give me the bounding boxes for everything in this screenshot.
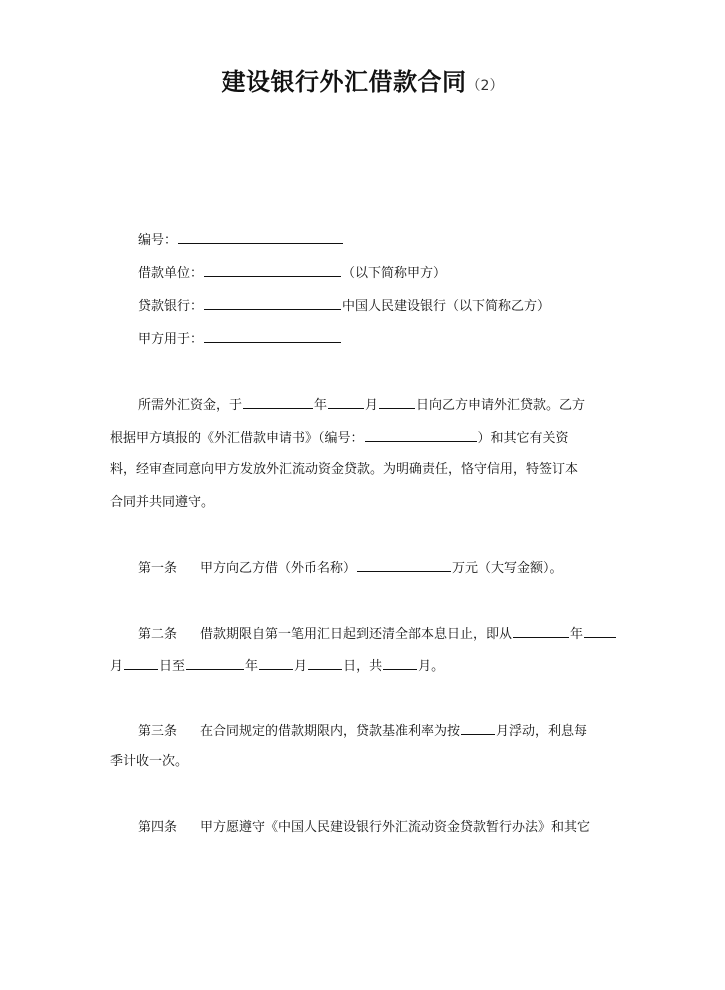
document-title (0, 62, 725, 97)
article-text: 月浮动，利息每 (496, 724, 588, 739)
article-text: 月 (110, 659, 124, 674)
article-text: 年 (570, 627, 584, 642)
lender-blank[interactable] (204, 296, 341, 310)
application-number-blank[interactable] (365, 428, 477, 442)
usage-blank[interactable] (204, 329, 341, 343)
date-year-blank[interactable] (243, 395, 313, 409)
intro-year: 年 (314, 398, 328, 413)
intro-text: 根据甲方填报的《外汇借款申请书》（编号： (110, 431, 364, 446)
usage-label: 甲方用于： (138, 332, 204, 347)
article-label: 第四条 (138, 820, 178, 835)
article-text: 借款期限自第一笔用汇日起到还清全部本息日止，即从 (200, 627, 513, 642)
article-1 (138, 558, 563, 578)
to-year-blank[interactable] (186, 656, 244, 670)
article-2-line-2 (110, 656, 444, 676)
field-usage (138, 329, 342, 349)
article-3-line-1 (138, 721, 587, 741)
intro-text: ）和其它有关资 (477, 431, 569, 446)
intro-line-4 (110, 494, 214, 512)
title-sub: （2） (466, 78, 504, 94)
borrower-blank[interactable] (204, 263, 341, 277)
article-text: 日，共 (343, 659, 383, 674)
article-text: 月 (294, 659, 308, 674)
field-number (138, 230, 344, 250)
intro-line-1 (138, 395, 585, 415)
date-month-blank[interactable] (328, 395, 364, 409)
date-day-blank[interactable] (379, 395, 415, 409)
borrower-label: 借款单位： (138, 266, 204, 281)
article-text: 甲方向乙方借（外币名称） (200, 561, 357, 576)
intro-day: 日向乙方申请外汇贷款。乙方 (416, 398, 586, 413)
article-text: 月。 (418, 659, 445, 674)
number-label: 编号： (138, 233, 178, 248)
article-text: 万元（大写金额）。 (452, 561, 563, 576)
field-borrower (138, 263, 446, 283)
lender-value: 中国人民建设银行（以下简称乙方） (342, 299, 551, 314)
number-blank[interactable] (178, 230, 343, 244)
rate-months-blank[interactable] (461, 721, 495, 735)
intro-text: 合同并共同遵守。 (110, 495, 215, 510)
intro-line-2 (110, 428, 569, 448)
field-lender (138, 296, 550, 316)
article-text: 甲方愿遵守《中国人民建设银行外汇流动资金贷款暂行办法》和其它 (200, 820, 591, 835)
article-label: 第三条 (138, 724, 178, 739)
lender-label: 贷款银行： (138, 299, 204, 314)
loan-amount-blank[interactable] (357, 558, 451, 572)
article-label: 第二条 (138, 627, 178, 642)
article-2-line-1 (138, 624, 617, 644)
title-main: 建设银行外汇借款合同 (221, 68, 467, 96)
to-day-blank[interactable] (308, 656, 342, 670)
article-label: 第一条 (138, 561, 178, 576)
to-month-blank[interactable] (259, 656, 293, 670)
intro-text: 料，经审查同意向甲方发放外汇流动资金贷款。为明确责任，恪守信用，特签订本 (110, 462, 579, 477)
total-months-blank[interactable] (383, 656, 417, 670)
intro-text: 所需外汇资金，于 (138, 398, 243, 413)
article-text: 日至 (159, 659, 186, 674)
from-month-blank[interactable] (584, 624, 616, 638)
from-day-blank[interactable] (124, 656, 158, 670)
article-text: 年 (245, 659, 259, 674)
article-3-line-2 (110, 753, 188, 771)
article-4-line-1 (138, 819, 590, 837)
article-text: 季计收一次。 (110, 754, 189, 769)
from-year-blank[interactable] (513, 624, 569, 638)
article-text: 在合同规定的借款期限内，贷款基准利率为按 (200, 724, 461, 739)
intro-line-3 (110, 461, 578, 479)
intro-month: 月 (365, 398, 379, 413)
borrower-note: （以下简称甲方） (342, 266, 447, 281)
